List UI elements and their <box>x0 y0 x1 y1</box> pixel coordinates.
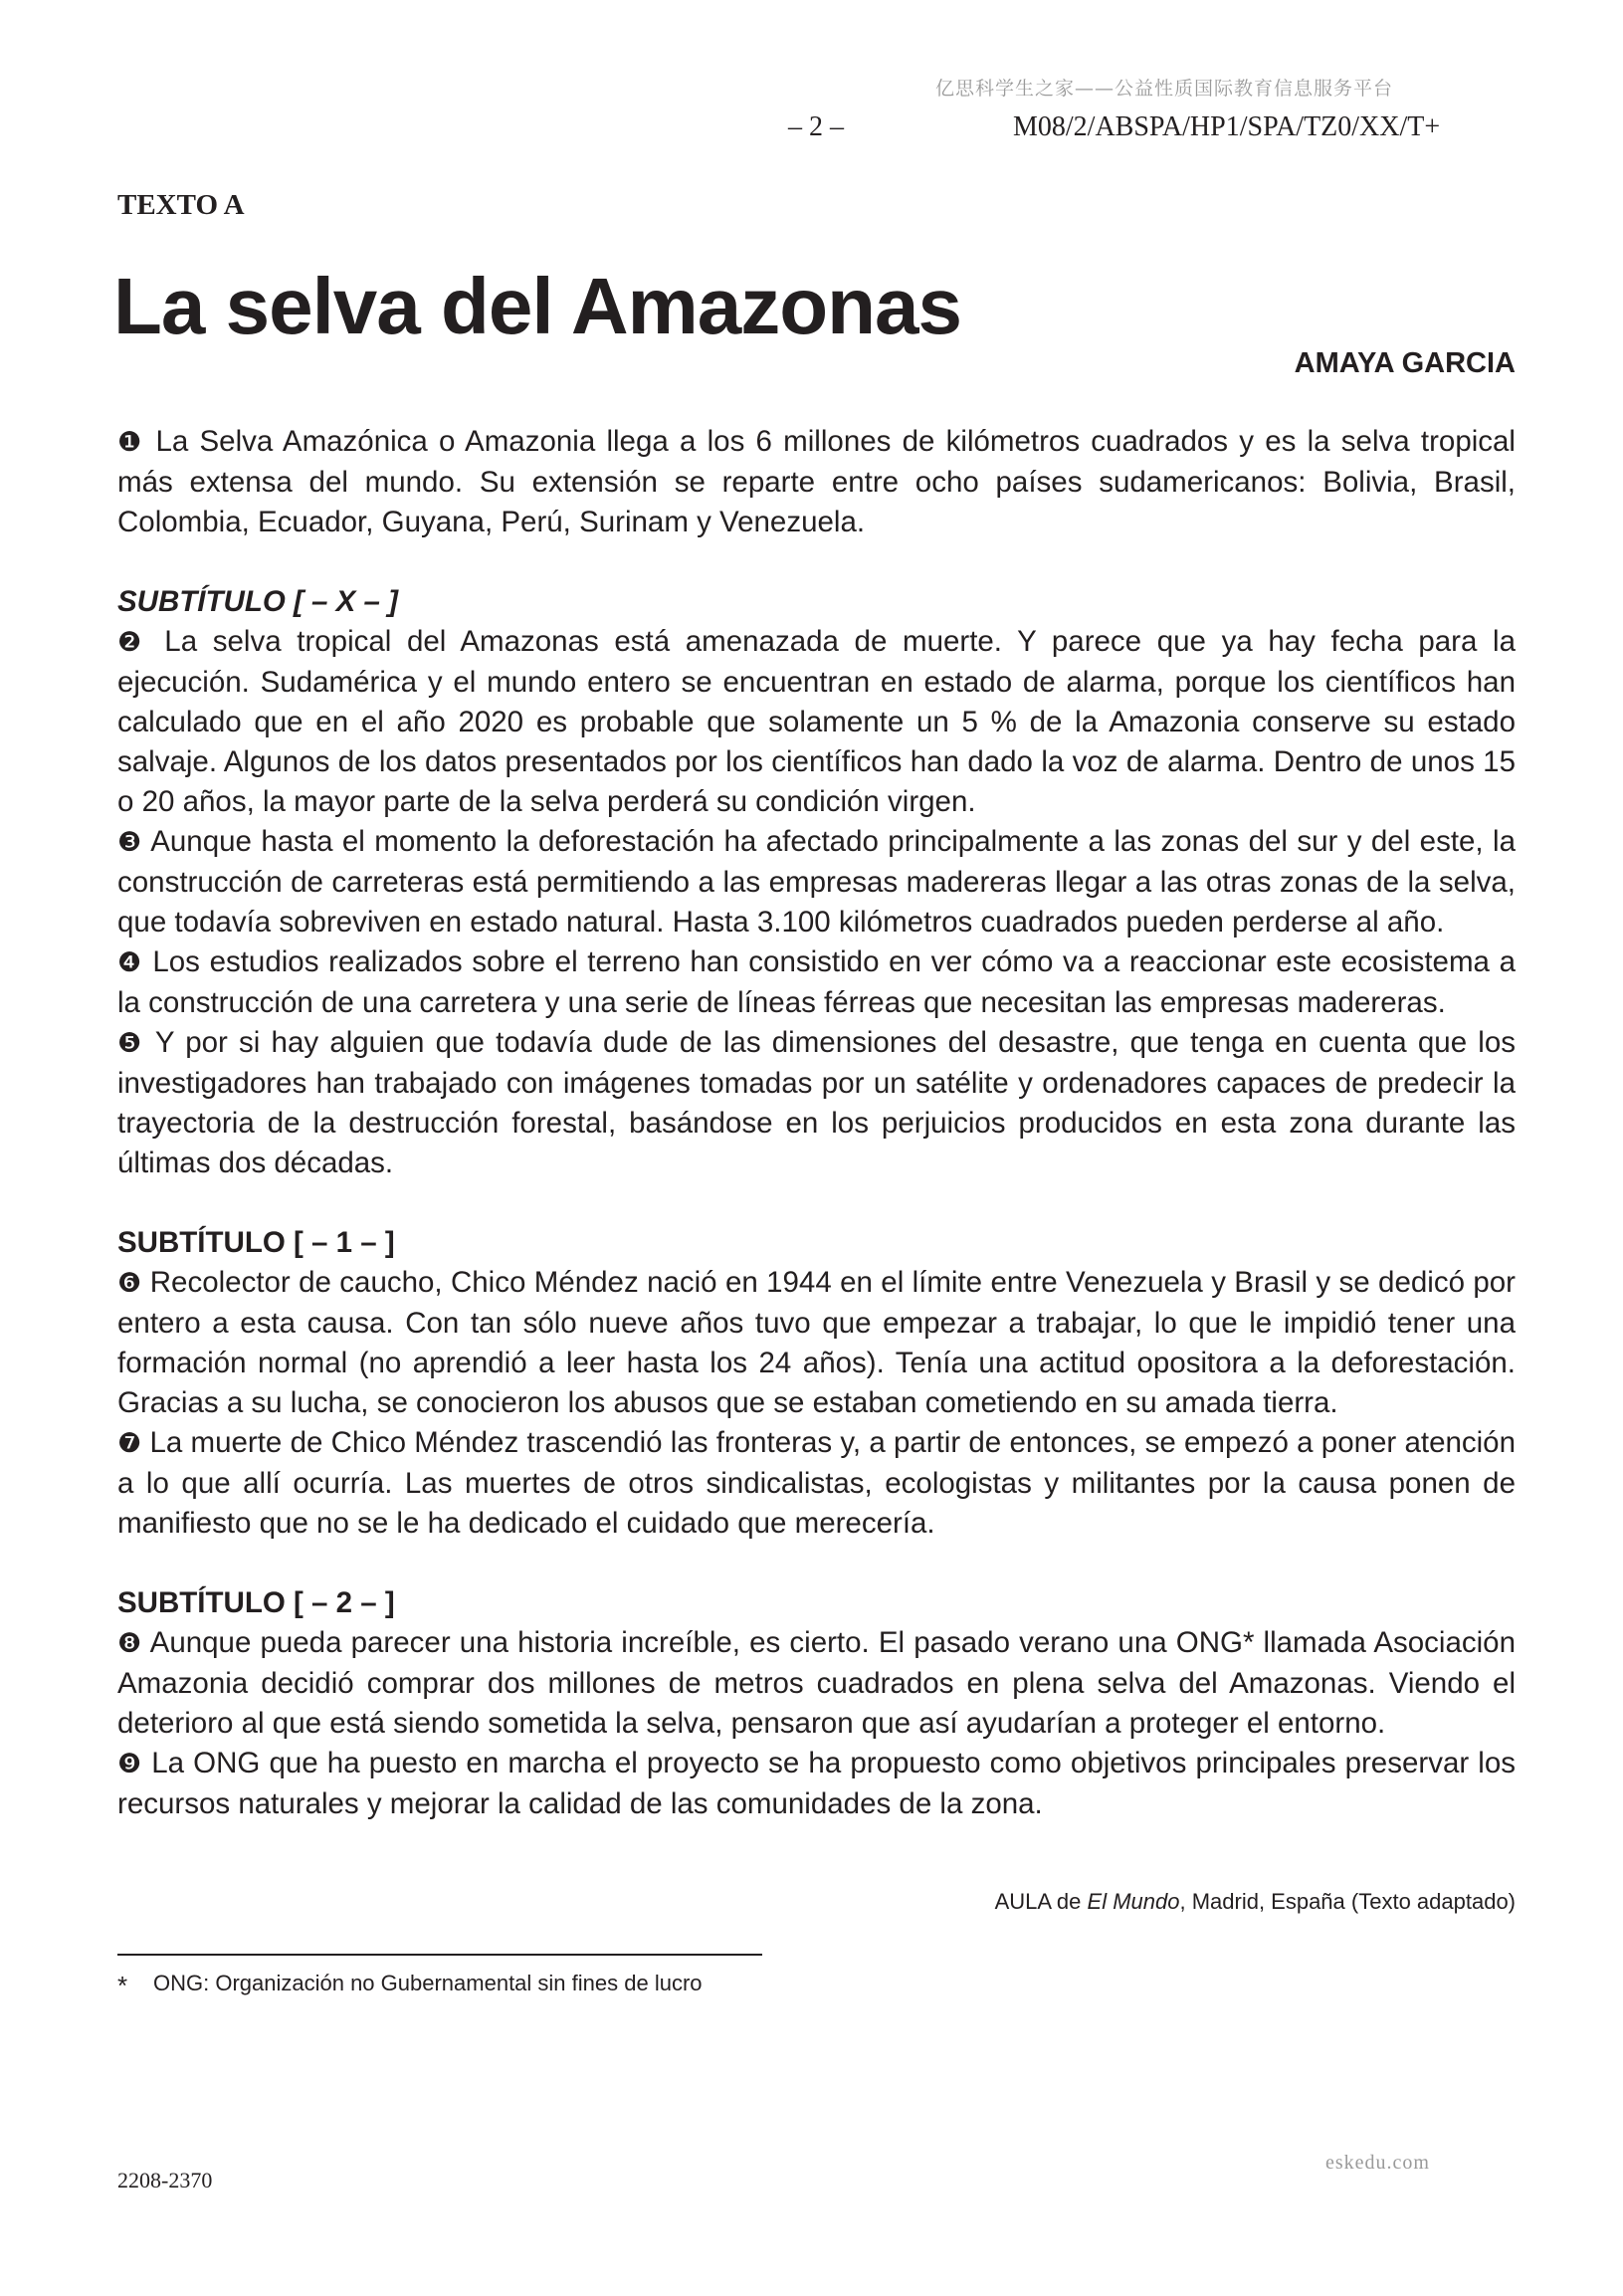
paragraph-4 <box>117 942 1516 1023</box>
paragraph-text: La selva tropical del Amazonas está amenazada de muerte. Y parece que ya hay fecha para la ejecución. Sudamérica y el mundo entero se encuentran en estado de alarma, porque los científicos han calculado que en el año 2020 es probable que solamente un 5 % de la Amazonia conserve su estado salvaje. Algunos de los datos presentados por los científicos han dado la voz de alarma. Dentro de unos 15 o 20 años, la mayor parte de la selva perderá su condición virgen. <box>117 625 1516 818</box>
paragraph-text: Aunque pueda parecer una historia increíble, es cierto. El pasado verano una ONG* llamada Asociación Amazonia decidió comprar dos millones de metros cuadrados en plena selva del Amazonas. Viendo el deterioro al que está siendo sometida la selva, pensaron que así ayudarían a proteger el entorno. <box>117 1626 1516 1740</box>
exam-code: M08/2/ABSPA/HP1/SPA/TZ0/XX/T+ <box>1013 111 1441 142</box>
paragraph-number: ❶ <box>117 427 145 458</box>
paragraph-text: Y por si hay alguien que todavía dude de las dimensiones del desastre, que tenga en cuenta que los investigadores han trabajado con imágenes tomadas por un satélite y ordenadores capaces de predecir la trayectoria de la destrucción forestal, basándose en los perjuicios producidos en esta zona durante las últimas dos décadas. <box>117 1026 1517 1179</box>
paragraph-text: Recolector de caucho, Chico Méndez nació en 1944 en el límite entre Venezuela y Brasil y se dedicó por entero a esta causa. Con tan sólo nueve años tuvo que empezar a trabajar, lo que le impidió tener una formación normal (no aprendió a leer hasta los 24 años). Tenía una actitud opositora a la deforestación. Gracias a su lucha, se conocieron los abusos que se estaban cometiendo en su amada tierra. <box>117 1266 1516 1419</box>
paragraph-number: ❻ <box>117 1268 142 1299</box>
paragraph-number: ❸ <box>117 827 143 858</box>
paragraph-number: ❺ <box>117 1028 145 1059</box>
subtitle-x: SUBTÍTULO [ – X – ] <box>117 585 398 618</box>
subtitle-2: SUBTÍTULO [ – 2 – ] <box>117 1586 395 1619</box>
paragraph-number: ❼ <box>117 1428 142 1459</box>
paragraph-7 <box>117 1423 1516 1544</box>
paragraph-3 <box>117 822 1516 942</box>
footnote-divider <box>117 1954 762 1956</box>
footnote-marker: * <box>117 1971 128 2000</box>
paragraph-5 <box>117 1023 1516 1183</box>
footnote <box>117 1971 703 2001</box>
text-label: TEXTO A <box>117 189 245 221</box>
page-number: – 2 – <box>788 111 844 142</box>
source-suffix: , Madrid, España (Texto adaptado) <box>1179 1889 1516 1914</box>
document-id: 2208-2370 <box>117 2168 213 2192</box>
watermark-header: 亿思科学生之家——公益性质国际教育信息服务平台 <box>935 78 1394 100</box>
paragraph-number: ❾ <box>117 1749 143 1779</box>
source-prefix: AULA de <box>994 1889 1088 1914</box>
paragraph-8 <box>117 1623 1516 1744</box>
paragraph-number: ❹ <box>117 947 143 978</box>
paragraph-text: La muerte de Chico Méndez trascendió las fronteras y, a partir de entonces, se empezó a poner atención a lo que allí ocurría. Las muertes de otros sindicalistas, ecologistas y militantes por la causa ponen de manifiesto que no se le ha dedicado el cuidado que merecería. <box>117 1426 1516 1540</box>
paragraph-9 <box>117 1744 1516 1824</box>
paragraph-number: ❷ <box>117 627 149 658</box>
watermark-footer: eskedu.com <box>1325 2152 1430 2174</box>
paragraph-text: La ONG que ha puesto en marcha el proyecto se ha propuesto como objetivos principales preservar los recursos naturales y mejorar la calidad de las comunidades de la zona. <box>117 1747 1516 1820</box>
paragraph-number: ❽ <box>117 1628 143 1659</box>
footnote-text: ONG: Organización no Gubernamental sin fines de lucro <box>153 1971 703 1995</box>
source-publication: El Mundo <box>1087 1889 1180 1914</box>
paragraph-text: La Selva Amazónica o Amazonia llega a los 6 millones de kilómetros cuadrados y es la selva tropical más extensa del mundo. Su extensión se reparte entre ocho países sudamericanos: Bolivia, Brasil, Colombia, Ecuador, Guyana, Perú, Surinam y Venezuela. <box>117 425 1516 538</box>
paragraph-text: Los estudios realizados sobre el terreno han consistido en ver cómo va a reaccionar este ecosistema a la construcción de una carretera y una serie de líneas férreas que necesitan las empresas madereras. <box>117 945 1516 1019</box>
subtitle-1: SUBTÍTULO [ – 1 – ] <box>117 1226 395 1259</box>
article-author: AMAYA GARCIA <box>1294 347 1516 379</box>
paragraph-text: Aunque hasta el momento la deforestación ha afectado principalmente a las zonas del sur y del este, la construcción de carreteras está permitiendo a las empresas madereras llegar a las otras zonas de la selva, que todavía sobreviven en estado natural. Hasta 3.100 kilómetros cuadrados pueden perderse al año. <box>117 825 1516 939</box>
paragraph-6 <box>117 1263 1516 1423</box>
article-title: La selva del Amazonas <box>113 262 961 350</box>
paragraph-1 <box>117 422 1516 542</box>
article-body <box>117 422 1516 1824</box>
source-citation <box>995 1889 1516 1915</box>
paragraph-2 <box>117 622 1516 822</box>
